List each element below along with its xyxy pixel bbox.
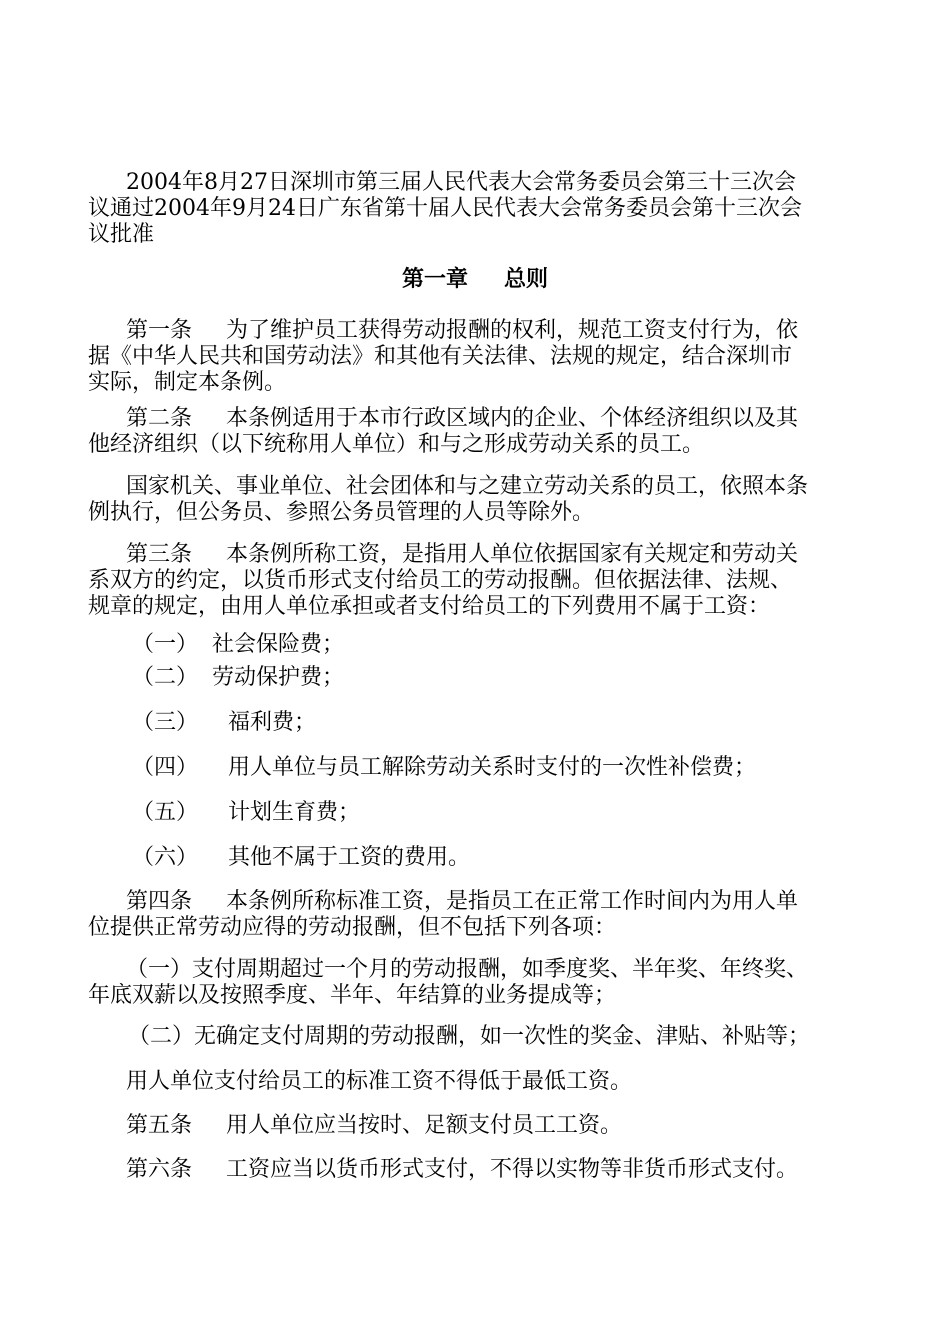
- article-6: [88, 1157, 828, 1183]
- item-text: 计划生育费；: [228, 800, 361, 825]
- chapter-heading: [0, 266, 950, 294]
- article-label: 第一条: [126, 318, 193, 343]
- article-label: 第三条: [126, 542, 193, 567]
- article-4-item-1: （一）支付周期超过一个月的劳动报酬，如季度奖、半年奖、年终奖、年底双薪以及按照季度、半年、年结算的业务提成等；: [88, 957, 809, 1008]
- article-text: 用人单位应当按时、足额支付员工工资。: [226, 1113, 623, 1138]
- item-number: （四）: [132, 755, 199, 780]
- article-4-paragraph-2: 用人单位支付给员工的标准工资不得低于最低工资。: [126, 1069, 633, 1094]
- item-text: 用人单位与员工解除劳动关系时支付的一次性补偿费；: [228, 755, 757, 780]
- item-number: （一）: [132, 632, 199, 657]
- article-5: [88, 1113, 810, 1139]
- article-text: 本条例所称工资，是指用人单位依据国家有关规定和劳动关系双方的约定，以货币形式支付给员工的劳动报酬。但依据法律、法规、规章的规定，由用人单位承担或者支付给员工的下列费用不属于工资：: [88, 542, 799, 619]
- article-3: [88, 542, 810, 620]
- item-number: （六）: [132, 845, 199, 870]
- item-text: 福利费；: [228, 710, 317, 735]
- item-text: 社会保险费；: [212, 632, 345, 657]
- article-2-paragraph-2: 国家机关、事业单位、社会团体和与之建立劳动关系的员工，依照本条例执行，但公务员、参照公务员管理的人员等除外。: [88, 474, 809, 525]
- item-number: （二）: [132, 665, 199, 690]
- article-text: 本条例适用于本市行政区域内的企业、个体经济组织以及其他经济组织（以下统称用人单位）和与之形成劳动关系的员工。: [88, 406, 799, 457]
- chapter-number: 第一章: [401, 267, 468, 292]
- article-label: 第二条: [126, 406, 193, 431]
- preamble: 2004年8月27日深圳市第三届人民代表大会常务委员会第三十三次会议通过2004年9月24日广东省第十届人民代表大会常务委员会第十三次会议批准: [88, 170, 802, 247]
- article-2: [88, 406, 810, 458]
- item-text: 劳动保护费；: [212, 665, 345, 690]
- article-label: 第五条: [126, 1113, 193, 1138]
- article-label: 第六条: [126, 1157, 193, 1182]
- article-text: 为了维护员工获得劳动报酬的权利，规范工资支付行为，依据《中华人民共和国劳动法》和其他有关法律、法规的规定，结合深圳市实际，制定本条例。: [88, 318, 799, 395]
- article-text: 本条例所称标准工资，是指员工在正常工作时间内为用人单位提供正常劳动应得的劳动报酬，但不包括下列各项：: [88, 889, 799, 940]
- article-label: 第四条: [126, 889, 193, 914]
- article-text: 工资应当以货币形式支付，不得以实物等非货币形式支付。: [226, 1157, 799, 1182]
- item-number: （三）: [132, 710, 199, 735]
- article-1: [88, 318, 810, 396]
- article-4: [88, 889, 810, 941]
- item-text: 其他不属于工资的费用。: [228, 845, 471, 870]
- chapter-title: 总则: [504, 267, 549, 292]
- article-4-item-2: （二）无确定支付周期的劳动报酬，如一次性的奖金、津贴、补贴等；: [128, 1024, 811, 1049]
- item-number: （五）: [132, 800, 199, 825]
